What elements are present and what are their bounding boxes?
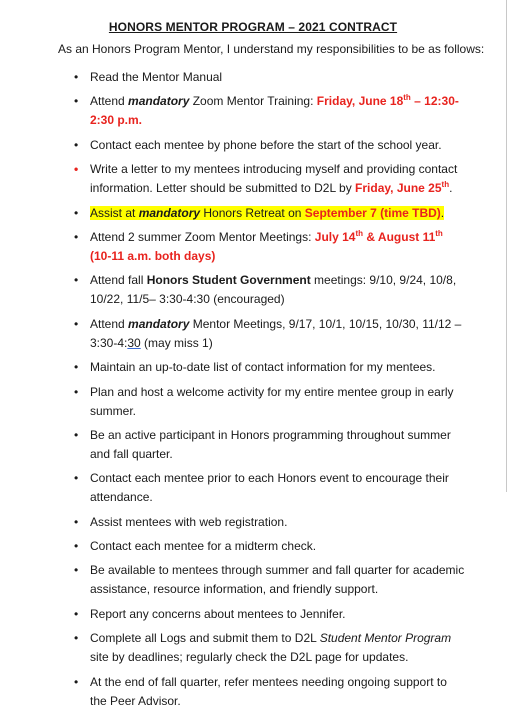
list-item xyxy=(0,204,506,223)
list-item: • Maintain an up-to-date list of contact information for my mentees. xyxy=(0,358,506,377)
bullet-icon: • xyxy=(74,94,79,109)
highlighted-text: Assist at mandatory Honors Retreat on September 7 (time TBD). xyxy=(90,205,445,220)
bullet-icon: • xyxy=(74,563,79,578)
bullet-icon: • xyxy=(74,606,79,621)
bullet-icon: • xyxy=(74,162,79,177)
list-item: • Be an active participant in Honors programming throughout summer and fall quarter. xyxy=(74,427,451,461)
document-title: HONORS MENTOR PROGRAM – 2021 CONTRACT xyxy=(108,20,398,34)
list-item: • Attend 2 summer Zoom Mentor Meetings: July 14th & August 11th (10-11 a.m. both days) xyxy=(74,228,443,263)
bullet-icon: • xyxy=(74,137,79,152)
bullet-icon: • xyxy=(74,205,79,220)
list-item: • Attend mandatory Zoom Mentor Training: Friday, June 18th – 12:30-2:30 p.m. xyxy=(74,93,459,128)
bullet-icon: • xyxy=(74,384,79,399)
bullet-icon: • xyxy=(74,273,79,288)
list-item: • Contact each mentee by phone before the start of the school year. xyxy=(0,136,506,155)
list-item: • Complete all Logs and submit them to D2L Student Mentor Program site by deadlines; regularly check the D2L page for updates. xyxy=(74,631,452,665)
bullet-icon: • xyxy=(74,70,79,84)
bullet-icon: • xyxy=(74,360,79,375)
list-item: • Contact each mentee prior to each Honors event to encourage their attendance. xyxy=(74,471,449,505)
list-item: • Read the Mentor Manual xyxy=(0,68,506,87)
list-item: • Report any concerns about mentees to Jennifer. xyxy=(0,605,506,624)
bullet-icon: • xyxy=(74,674,79,689)
intro-text: As an Honors Program Mentor, I understand my responsibilities to be as follows: xyxy=(58,42,485,56)
bullet-icon: • xyxy=(74,514,79,529)
responsibility-list xyxy=(0,68,506,716)
list-item: • Write a letter to my mentees introducing myself and providing contact information. Letter should be submitted to D2L by Friday, June 25th. xyxy=(74,162,458,196)
list-item: • Attend mandatory Mentor Meetings, 9/17, 10/1, 10/15, 10/30, 11/12 – 3:30-4:30 (may miss 1) xyxy=(74,316,462,350)
list-item: • Plan and host a welcome activity for my entire mentee group in early summer. xyxy=(74,384,454,418)
list-item: • Assist mentees with web registration. xyxy=(0,513,506,532)
list-item: • Attend fall Honors Student Government meetings: 9/10, 9/24, 10/8, 10/22, 11/5– 3:30-4:30 (encouraged) xyxy=(74,273,457,307)
bullet-icon: • xyxy=(74,229,79,244)
list-item: • Contact each mentee for a midterm check. xyxy=(0,537,506,556)
bullet-icon: • xyxy=(74,631,79,646)
bullet-icon: • xyxy=(74,427,79,442)
list-item: • Be available to mentees through summer and fall quarter for academic assistance, resource information, and friendly support. xyxy=(74,563,465,597)
bullet-icon: • xyxy=(74,471,79,486)
bullet-icon: • xyxy=(74,539,79,554)
bullet-icon: • xyxy=(74,316,79,331)
list-item: • At the end of fall quarter, refer mentees needing ongoing support to the Peer Advisor. xyxy=(74,674,447,708)
